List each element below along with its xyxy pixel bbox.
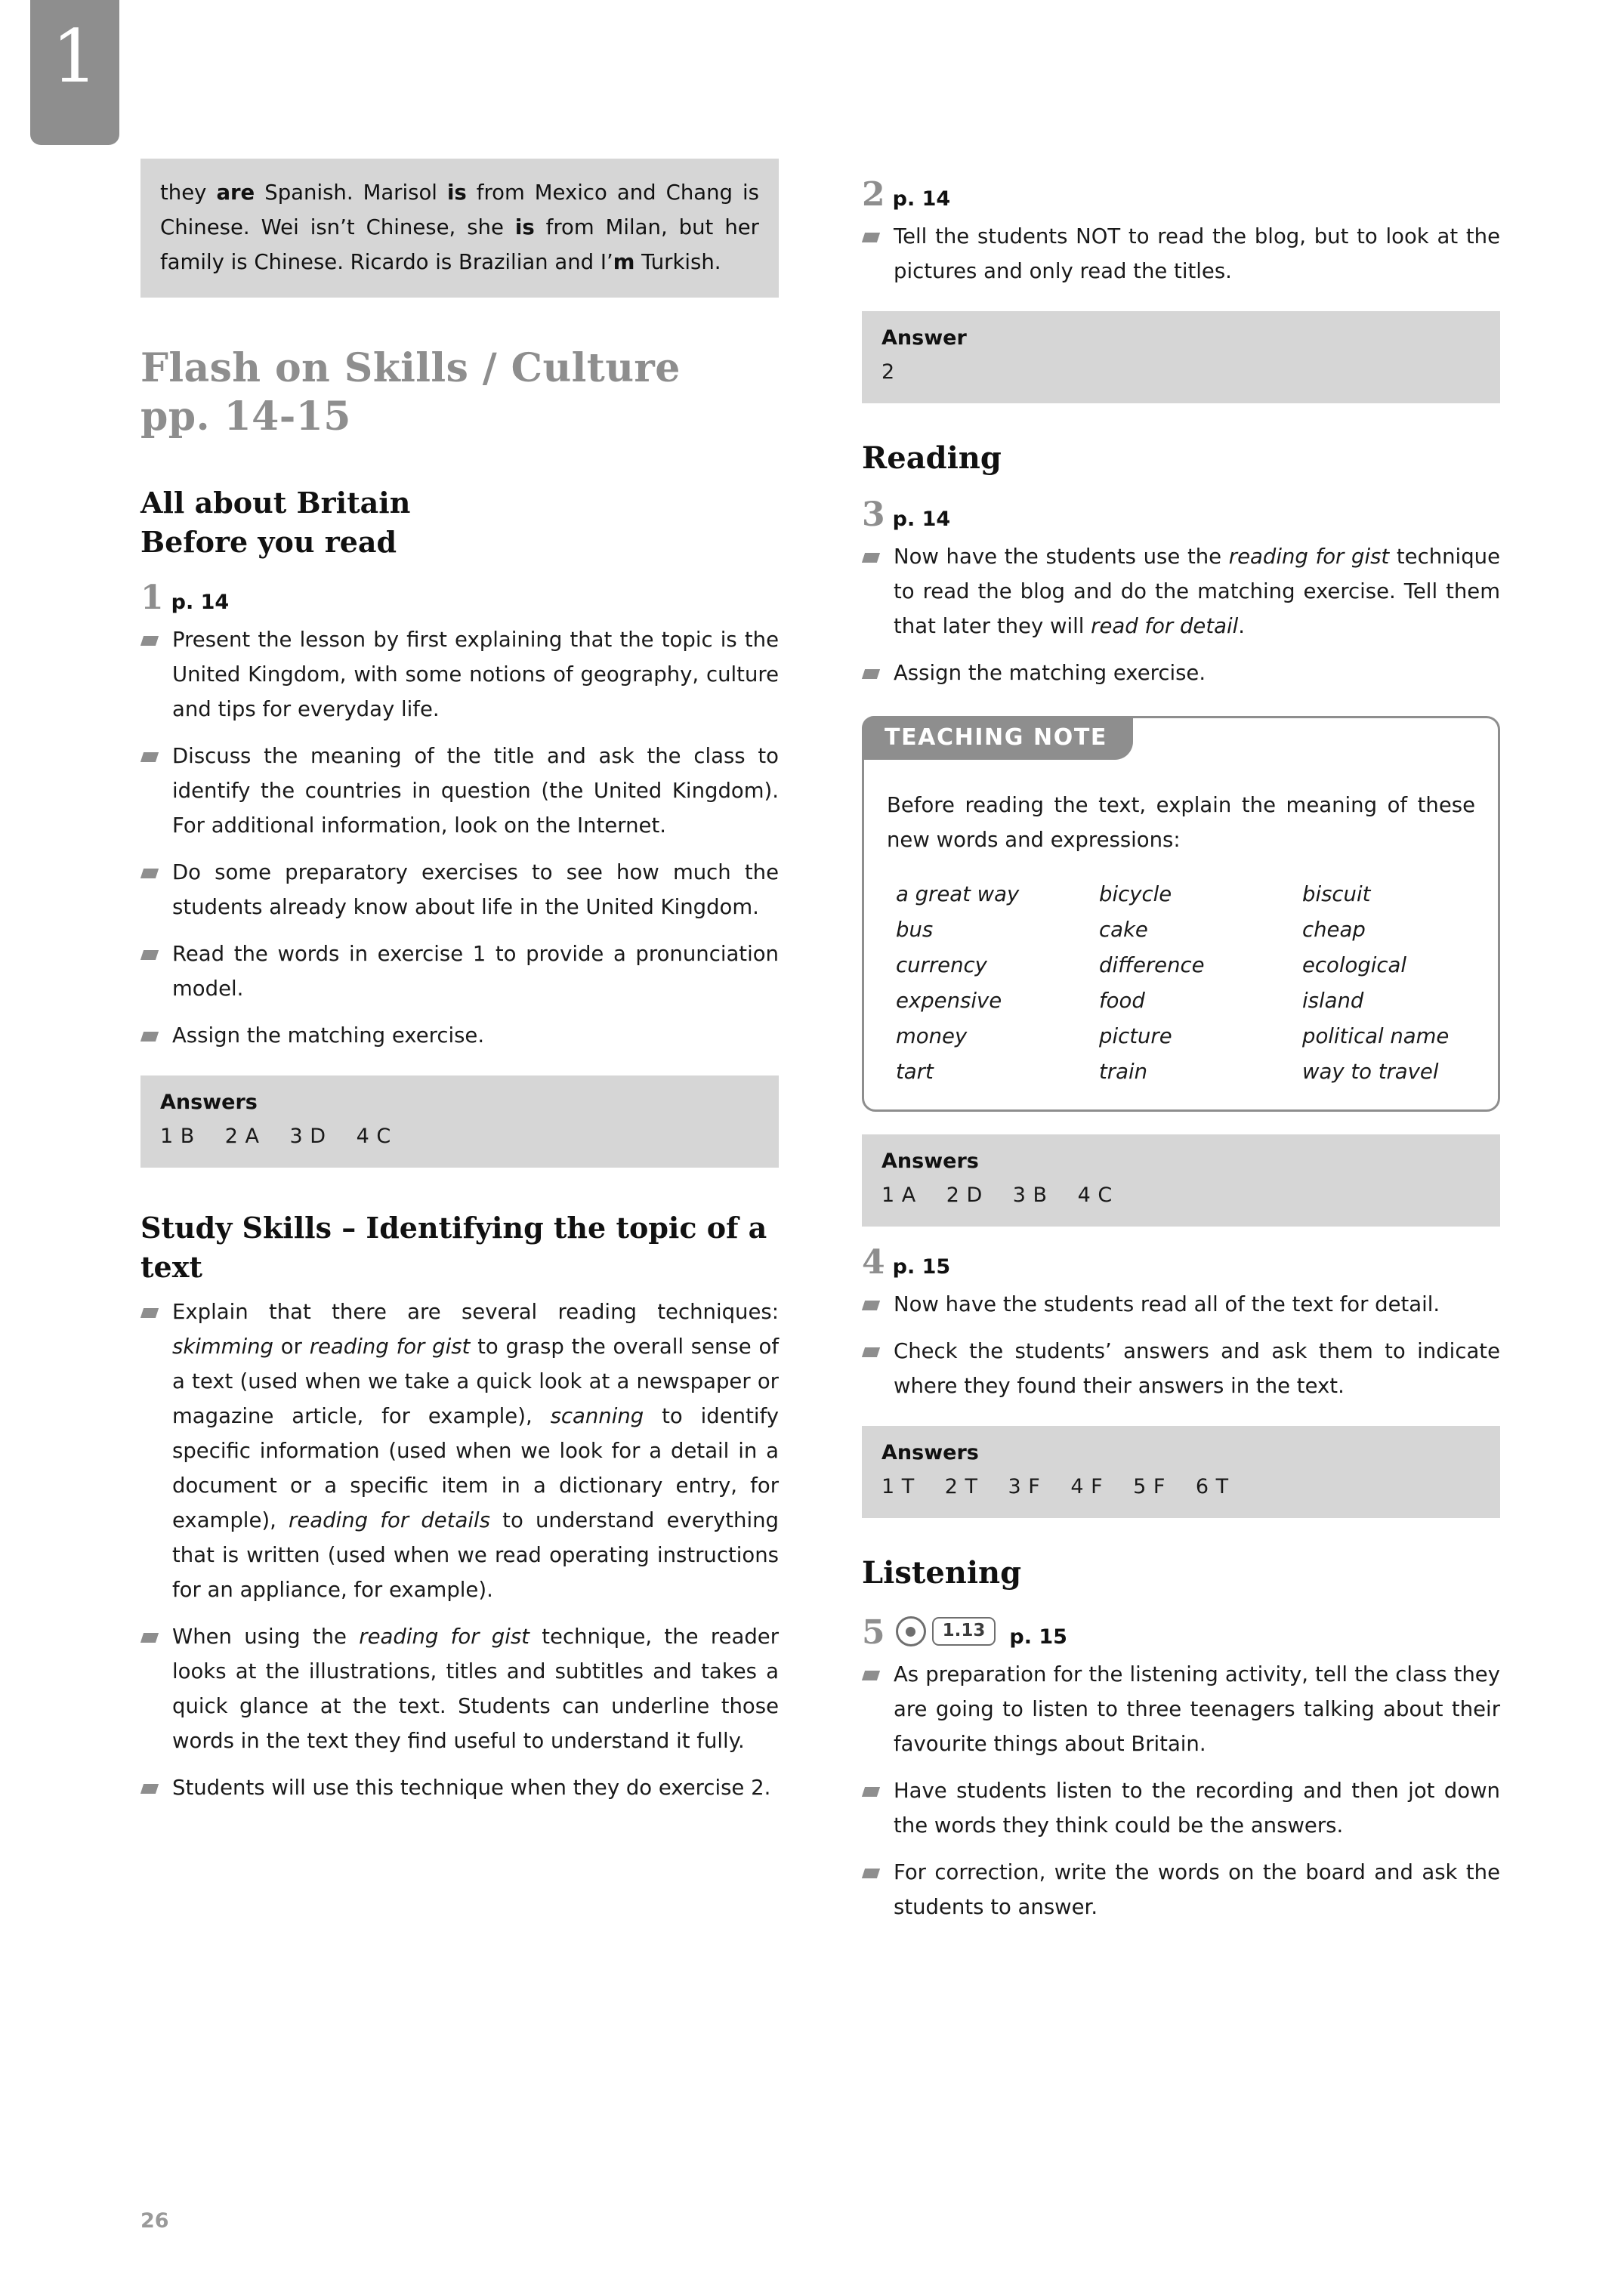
exercise-number: 5 — [862, 1613, 885, 1652]
exercise-3-answers — [862, 1134, 1500, 1227]
audio-track-number: 1.13 — [932, 1617, 996, 1646]
answer-item: 2 A — [224, 1125, 260, 1148]
instruction-item: Now have the students read all of the text for detail. — [862, 1287, 1500, 1322]
vocabulary-word: expensive — [896, 989, 1002, 1013]
exercise-page-ref: p. 15 — [892, 1255, 951, 1279]
page-number: 26 — [140, 2209, 169, 2233]
exercise-4-answers — [862, 1426, 1500, 1518]
instruction-item: Read the words in exercise 1 to provide a pronunciation model. — [140, 937, 779, 1006]
exercise-2-answer — [862, 311, 1500, 403]
answers-body — [881, 360, 1480, 384]
answer-item: 4 C — [356, 1125, 391, 1148]
teaching-note-wordlist — [896, 877, 1498, 1090]
answers-title: Answers — [881, 1150, 979, 1173]
section-title-line2: pp. 14-15 — [140, 393, 351, 440]
instruction-item: For correction, write the words on the board and ask the students to answer. — [862, 1855, 1500, 1924]
answer-item: 2 — [881, 360, 895, 384]
instruction-item: Present the lesson by first explaining that the topic is the United Kingdom, with some notions of geography, culture and tips for everyday life. — [140, 622, 779, 727]
vocabulary-word: way to travel — [1302, 1060, 1439, 1084]
answers-body — [160, 1125, 759, 1148]
vocabulary-word: political name — [1302, 1024, 1450, 1048]
answer-item: 1 A — [881, 1183, 916, 1207]
answers-body — [881, 1183, 1480, 1207]
instruction-item: Explain that there are several reading techniques: skimming or reading for gist to grasp the overall sense of a text (used when we take a quick look at a newspaper or magazine article, for example), scanning to identify specific information (used when we look for a detail in a document or a specific item in a dictionary entry, for example), reading for details to understand everything that is written (used when we read operating instructions for an appliance, for example). — [140, 1295, 779, 1607]
answer-item: 4 C — [1077, 1183, 1113, 1207]
subheading-before-you-read: Before you read — [140, 525, 397, 559]
exercise-number: 4 — [862, 1243, 885, 1282]
answers-title: Answers — [881, 1441, 979, 1464]
vocabulary-word: cheap — [1302, 918, 1366, 942]
instruction-item: Do some preparatory exercises to see how much the students already know about life in the United Kingdom. — [140, 855, 779, 924]
vocabulary-word: biscuit — [1302, 882, 1371, 906]
instruction-item: Assign the matching exercise. — [140, 1018, 779, 1053]
answer-item: 2 D — [946, 1183, 983, 1207]
answer-item: 3 D — [289, 1125, 326, 1148]
instruction-item: Tell the students NOT to read the blog, but to look at the pictures and only read the titles. — [862, 219, 1500, 289]
teaching-note-box — [862, 716, 1500, 1112]
exercise-number: 1 — [140, 579, 164, 617]
answers-title: Answer — [881, 326, 967, 350]
answer-item: 5 F — [1133, 1475, 1166, 1498]
answers-title: Answers — [160, 1091, 258, 1114]
chapter-tab: 1 — [30, 0, 119, 145]
exercise-2-heading — [862, 175, 1500, 214]
answer-item: 3 F — [1008, 1475, 1041, 1498]
instruction-item: As preparation for the listening activity, tell the class they are going to listen to three teenagers talking about their favourite things about Britain. — [862, 1657, 1500, 1761]
instruction-item: When using the reading for gist technique, the reader looks at the illustrations, titles and subtitles and takes a quick glance at the text. Students can underline those words in the text they find useful to understand it fully. — [140, 1619, 779, 1758]
study-skills-heading: Study Skills – Identifying the topic of a text — [140, 1211, 767, 1284]
exercise-1-heading — [140, 579, 779, 617]
answer-item: 1 T — [881, 1475, 915, 1498]
answer-item: 6 T — [1195, 1475, 1229, 1498]
audio-track-chip — [896, 1616, 996, 1646]
left-column — [140, 159, 779, 1817]
vocabulary-word: money — [896, 1024, 968, 1048]
instruction-item: Now have the students use the reading for gist technique to read the blog and do the matching exercise. Tell them that later they will read for detail. — [862, 539, 1500, 643]
teaching-note-intro: Before reading the text, explain the meaning of these new words and expressions: — [887, 793, 1475, 852]
exercise-1-instructions — [140, 622, 779, 1053]
vocabulary-word: food — [1099, 989, 1145, 1013]
page-title — [140, 344, 779, 441]
answer-item: 4 F — [1070, 1475, 1104, 1498]
vocabulary-word: island — [1302, 989, 1364, 1013]
answer-item: 1 B — [160, 1125, 195, 1148]
quote-box: they are Spanish. Marisol is from Mexico and Chang is Chinese. Wei isn’t Chinese, she is from Milan, but her family is Chinese. Ricardo is Brazilian and I’m Turkish. — [140, 159, 779, 298]
exercise-number: 3 — [862, 495, 885, 534]
instruction-item: Discuss the meaning of the title and ask the class to identify the countries in question (the United Kingdom). For additional information, look on the Internet. — [140, 739, 779, 843]
exercise-number: 2 — [862, 175, 885, 214]
study-skills-instructions — [140, 1295, 779, 1805]
instruction-item: Check the students’ answers and ask them to indicate where they found their answers in the text. — [862, 1334, 1500, 1403]
vocabulary-word: tart — [896, 1060, 934, 1084]
exercise-page-ref: p. 14 — [171, 591, 230, 614]
vocabulary-word: picture — [1099, 1024, 1172, 1048]
exercise-4-heading — [862, 1243, 1500, 1282]
answers-body — [881, 1475, 1480, 1498]
vocabulary-word: ecological — [1302, 953, 1407, 977]
exercise-2-instructions — [862, 219, 1500, 289]
exercise-4-instructions — [862, 1287, 1500, 1403]
vocabulary-word: cake — [1099, 918, 1148, 942]
listening-heading: Listening — [862, 1555, 1022, 1591]
exercise-5-instructions — [862, 1657, 1500, 1924]
instruction-item: Assign the matching exercise. — [862, 656, 1500, 690]
subheading-all-about-britain: All about Britain — [140, 486, 411, 520]
exercise-1-answers — [140, 1075, 779, 1168]
instruction-item: Students will use this technique when they do exercise 2. — [140, 1770, 779, 1805]
vocabulary-word: bicycle — [1099, 882, 1172, 906]
vocabulary-word: a great way — [896, 882, 1020, 906]
answer-item: 2 T — [944, 1475, 978, 1498]
exercise-page-ref: p. 14 — [892, 187, 951, 211]
vocabulary-word: train — [1099, 1060, 1148, 1084]
reading-heading: Reading — [862, 440, 1002, 476]
vocabulary-word: currency — [896, 953, 987, 977]
exercise-page-ref: p. 15 — [1009, 1625, 1067, 1649]
exercise-3-heading — [862, 495, 1500, 534]
vocabulary-word: difference — [1099, 953, 1205, 977]
exercise-page-ref: p. 14 — [892, 508, 951, 531]
answer-item: 3 B — [1012, 1183, 1048, 1207]
right-column — [862, 159, 1500, 1936]
exercise-3-instructions — [862, 539, 1500, 690]
teaching-note-label: TEACHING NOTE — [862, 716, 1133, 760]
cd-audio-icon — [896, 1616, 926, 1646]
vocabulary-word: bus — [896, 918, 934, 942]
section-title-line1: Flash on Skills / Culture — [140, 345, 681, 391]
instruction-item: Have students listen to the recording and then jot down the words they think could be the answers. — [862, 1773, 1500, 1843]
exercise-5-heading — [862, 1613, 1500, 1652]
